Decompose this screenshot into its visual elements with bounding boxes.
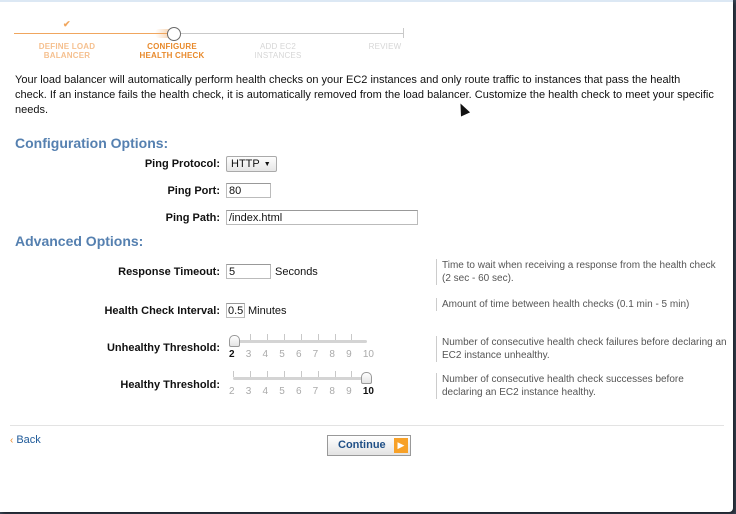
response-timeout-unit: Seconds xyxy=(275,266,318,278)
step-add-ec2-instances xyxy=(228,42,328,60)
scale-value: 7 xyxy=(312,386,319,397)
scale-value: 8 xyxy=(329,386,335,397)
back-link[interactable] xyxy=(10,434,41,446)
health-check-interval-input[interactable]: 0.5 xyxy=(228,305,244,317)
chevron-left-icon: ‹ xyxy=(10,435,14,446)
configuration-options-heading: Configuration Options: xyxy=(15,135,169,151)
continue-button[interactable] xyxy=(327,435,411,456)
progress-line-pending xyxy=(176,33,404,34)
scale-value: 4 xyxy=(262,349,269,360)
scale-value: 3 xyxy=(245,386,252,397)
ping-protocol-select[interactable] xyxy=(226,156,277,172)
healthy-threshold-help: Number of consecutive health check successes before declaring an EC2 instance healthy. xyxy=(436,373,727,399)
healthy-threshold-slider[interactable] xyxy=(229,371,374,399)
response-timeout-label: Response Timeout: xyxy=(118,266,220,278)
step-label-line2: BALANCER xyxy=(43,51,91,60)
scale-value: 6 xyxy=(295,386,302,397)
slider-track xyxy=(233,340,367,343)
scale-value: 10 xyxy=(362,349,374,360)
scale-value: 3 xyxy=(245,349,252,360)
footer-divider xyxy=(10,425,724,426)
dropdown-arrow-icon: ▼ xyxy=(263,161,271,168)
health-check-interval-unit: Minutes xyxy=(248,305,287,317)
slider-handle[interactable] xyxy=(229,335,240,347)
scale-value: 4 xyxy=(262,386,269,397)
arrow-right-icon: ▶ xyxy=(394,438,408,453)
scale-value-selected: 10 xyxy=(362,386,374,397)
check-icon: ✔ xyxy=(63,19,71,29)
scale-value: 9 xyxy=(346,386,352,397)
advanced-options-heading: Advanced Options: xyxy=(15,233,144,249)
unhealthy-threshold-help: Number of consecutive health check failures before declaring an EC2 instance unhealthy. xyxy=(436,336,727,362)
ping-protocol-label: Ping Protocol: xyxy=(144,158,220,170)
ping-port-input[interactable]: 80 xyxy=(226,183,271,198)
scale-value: 7 xyxy=(312,349,319,360)
scale-value: 9 xyxy=(346,349,352,360)
progress-line-done xyxy=(14,33,176,34)
slider-handle[interactable] xyxy=(361,372,372,384)
scale-value: 2 xyxy=(229,386,235,397)
response-timeout-input[interactable]: 5 xyxy=(226,264,271,279)
step-review xyxy=(335,42,435,51)
step-label-line1: REVIEW xyxy=(368,42,402,51)
scale-value-selected: 2 xyxy=(229,349,235,360)
continue-label: Continue xyxy=(338,439,386,451)
unhealthy-threshold-slider[interactable] xyxy=(229,334,374,362)
scale-value: 5 xyxy=(279,349,285,360)
healthy-threshold-label: Healthy Threshold: xyxy=(120,379,220,391)
intro-text: Your load balancer will automatically perform health checks on your EC2 instances and only route traffic to instances that pass the health check. If an instance fails the health check, it is automatically removed from the load balancer. Customize the health check to meet your specific needs. xyxy=(15,74,714,116)
step-configure-health-check xyxy=(122,42,222,60)
scale-value: 8 xyxy=(329,349,335,360)
wizard-stepper xyxy=(0,2,420,64)
step-label-line1: CONFIGURE xyxy=(147,42,197,51)
back-label: Back xyxy=(16,434,41,446)
ping-path-label: Ping Path: xyxy=(165,212,220,224)
scale-value: 6 xyxy=(295,349,302,360)
step-label-line2: HEALTH CHECK xyxy=(139,51,205,60)
ping-path-input[interactable]: /index.html xyxy=(226,210,418,225)
health-check-interval-help: Amount of time between health checks (0.1 min - 5 min) xyxy=(436,298,727,311)
progress-line-end xyxy=(403,28,404,38)
slider-scale xyxy=(229,386,374,397)
current-step-circle-icon xyxy=(167,27,181,41)
unhealthy-threshold-label: Unhealthy Threshold: xyxy=(106,342,220,354)
health-check-interval-label: Health Check Interval: xyxy=(104,305,220,317)
step-define-load-balancer[interactable] xyxy=(17,42,117,60)
slider-track xyxy=(233,377,367,380)
step-label-line1: ADD EC2 xyxy=(259,42,297,51)
response-timeout-help: Time to wait when receiving a response from the health check (2 sec - 60 sec). xyxy=(436,259,727,285)
step-label-line1: DEFINE LOAD xyxy=(38,42,96,51)
slider-scale xyxy=(229,349,374,360)
ping-port-label: Ping Port: xyxy=(167,185,220,197)
ping-protocol-value: HTTP xyxy=(231,158,260,170)
scale-value: 5 xyxy=(279,386,285,397)
step-label-line2: INSTANCES xyxy=(254,51,302,60)
